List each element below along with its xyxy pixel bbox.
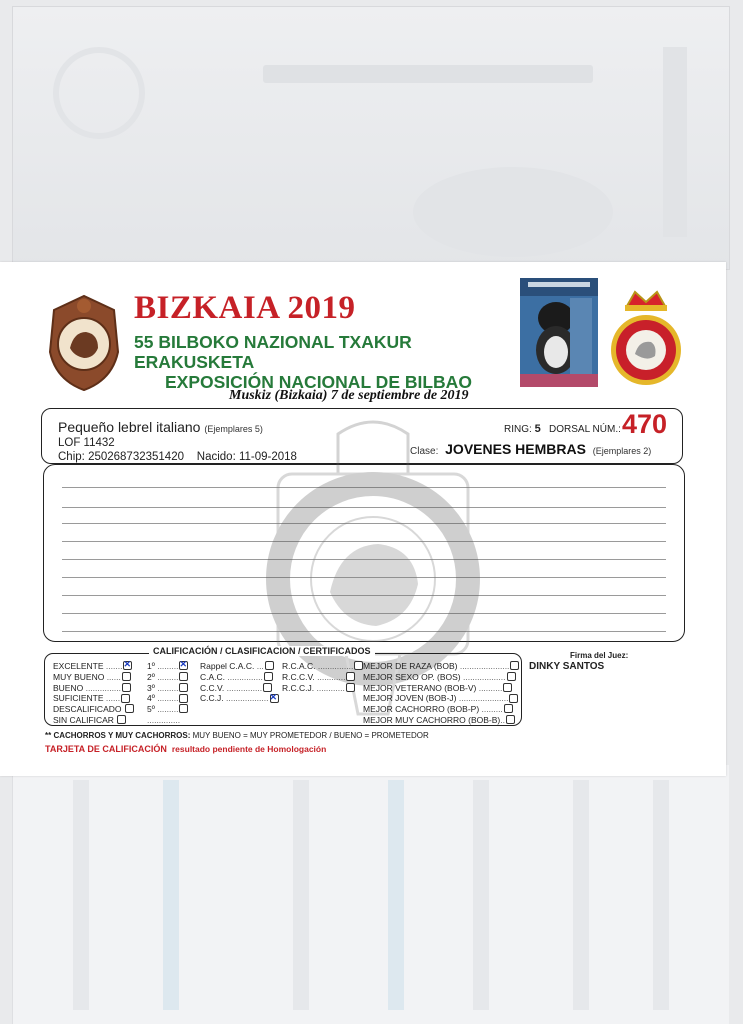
grade-checkbox[interactable] <box>123 661 132 670</box>
background-sheet-top <box>12 6 730 270</box>
place-checkbox[interactable] <box>179 704 188 713</box>
reserve-checkbox[interactable] <box>346 672 355 681</box>
chip-number: 250268732351420 <box>88 451 184 463</box>
ring-number: 5 <box>534 423 541 435</box>
faded-print-strip <box>73 780 89 1010</box>
best-of-row: MEJOR JOVEN (BOB-J) ..................... <box>363 693 519 704</box>
place-row: 4º ......... <box>147 693 188 704</box>
born-label: Nacido: <box>196 451 236 463</box>
best-of-row: MEJOR VETERANO (BOB-V) .......... <box>363 683 519 694</box>
real-sociedad-canina-crest <box>607 288 685 390</box>
place-column <box>147 661 188 726</box>
lof-number: LOF 11432 <box>58 437 115 449</box>
best-of-checkbox[interactable] <box>509 694 518 703</box>
grade-row: SUFICIENTE ...... <box>53 693 134 704</box>
certificate-checkbox[interactable] <box>270 694 279 703</box>
calification-title: CALIFICACIÓN / CLASIFICACION / CERTIFICADOS <box>149 646 375 656</box>
dorsal-label: DORSAL NÚM.: <box>549 424 621 435</box>
event-subtitle-line-1: 55 BILBOKO NAZIONAL TXAKUR ERAKUSKETA <box>134 332 412 372</box>
faded-print-strip <box>163 780 179 1010</box>
grade-checkbox[interactable] <box>122 683 131 692</box>
event-subtitle-line-2: EXPOSICIÓN NACIONAL DE BILBAO <box>165 372 472 392</box>
venue-date: Muskiz (Bizkaia) 7 de septiembre de 2019 <box>229 388 469 403</box>
best-of-checkbox[interactable] <box>503 683 512 692</box>
place-checkbox[interactable] <box>179 672 188 681</box>
sociedad-canina-logo <box>46 292 122 392</box>
best-of-checkbox[interactable] <box>507 672 516 681</box>
faded-print-mark <box>413 167 613 257</box>
place-row: .............. <box>147 714 181 725</box>
dog-poster-image <box>520 278 598 387</box>
certificate-row: C.C.V. ............... <box>200 683 279 694</box>
best-of-checkbox[interactable] <box>504 704 513 713</box>
faded-print-strip <box>388 780 404 1010</box>
reserve-row: R.C.C.V. ............ <box>282 672 363 683</box>
judge-signature-label: Firma del Juez: <box>570 651 629 660</box>
clase-count: (Ejemplares 2) <box>592 446 652 456</box>
clase-label: Clase: <box>410 446 439 457</box>
qualification-card <box>0 262 726 776</box>
certificate-row: C.A.C. ............... <box>200 672 279 683</box>
background-sheet-bottom <box>12 765 729 1024</box>
certificate-row: C.C.J. ..................✕ <box>200 693 279 704</box>
event-subtitle <box>134 332 524 392</box>
faded-print-strip <box>653 780 669 1010</box>
place-checkbox[interactable] <box>179 683 188 692</box>
faded-print-strip <box>293 780 309 1010</box>
puppy-footnote-title: ** CACHORROS Y MUY CACHORROS: <box>45 731 191 740</box>
clase-value: JOVENES HEMBRAS <box>445 441 586 457</box>
certificate-column <box>200 661 279 704</box>
certificate-checkbox[interactable] <box>265 661 274 670</box>
best-of-row: MEJOR SEXO OP. (BOS) .................. <box>363 672 519 683</box>
reserve-row: R.C.A.C. ............... <box>282 661 363 672</box>
place-row: 1º .........✕ <box>147 661 188 672</box>
breed-line <box>58 419 263 435</box>
ring-label: RING: <box>504 424 532 435</box>
grade-column <box>53 661 134 726</box>
certificate-row: Rappel C.A.C. ... <box>200 661 279 672</box>
place-checkbox[interactable] <box>179 694 188 703</box>
puppy-footnote-text: MUY BUENO = MUY PROMETEDOR / BUENO = PROMETEDOR <box>192 731 429 740</box>
grade-row: SIN CALIFICAR <box>53 715 134 726</box>
faded-print-mark <box>663 47 687 237</box>
grade-checkbox[interactable] <box>122 672 131 681</box>
breed-count: (Ejemplares 5) <box>204 424 263 434</box>
certificate-checkbox[interactable] <box>264 672 273 681</box>
reserve-certificate-column <box>282 661 363 693</box>
ring-line <box>504 423 621 435</box>
faded-print-strip <box>473 780 489 1010</box>
grade-checkbox[interactable] <box>125 704 134 713</box>
faded-print-strip <box>573 780 589 1010</box>
puppy-footnote <box>45 731 429 740</box>
card-type-status: resultado pendiente de Homologación <box>171 744 327 754</box>
best-of-checkbox[interactable] <box>510 661 519 670</box>
place-row: 3º ......... <box>147 683 188 694</box>
born-date: 11-09-2018 <box>238 451 297 463</box>
certificate-checkbox[interactable] <box>263 683 272 692</box>
grade-row: MUY BUENO ...... <box>53 672 134 683</box>
faded-print-mark <box>263 65 593 83</box>
best-of-column <box>363 661 519 726</box>
place-row: 2º ......... <box>147 672 188 683</box>
grade-row: DESCALIFICADO <box>53 704 134 715</box>
grade-checkbox[interactable] <box>121 694 130 703</box>
best-of-row: MEJOR MUY CACHORRO (BOB-B).. <box>363 715 519 726</box>
grade-row: EXCELENTE .......✕ <box>53 661 134 672</box>
calification-box <box>44 646 522 726</box>
best-of-checkbox[interactable] <box>506 715 515 724</box>
judge-name: DINKY SANTOS <box>529 661 605 672</box>
place-row: 5º ......... <box>147 704 188 715</box>
grade-checkbox[interactable] <box>117 715 126 724</box>
chip-label: Chip: <box>58 451 85 463</box>
faded-print-mark <box>53 47 145 139</box>
event-title: BIZKAIA 2019 <box>134 290 356 326</box>
reserve-checkbox[interactable] <box>354 661 363 670</box>
best-of-row: MEJOR CACHORRO (BOB-P) ......... <box>363 704 519 715</box>
best-of-row: MEJOR DE RAZA (BOB) ..................... <box>363 661 519 672</box>
place-checkbox[interactable] <box>179 661 188 670</box>
breed-name: Pequeño lebrel italiano <box>58 419 201 435</box>
reserve-checkbox[interactable] <box>346 683 355 692</box>
reserve-row: R.C.C.J. ............ <box>282 683 363 694</box>
dorsal-number: 470 <box>622 409 668 439</box>
card-type-title: TARJETA DE CALIFICACIÓN <box>45 744 167 754</box>
grade-row: BUENO ............... <box>53 683 134 694</box>
card-type-line <box>45 744 326 754</box>
